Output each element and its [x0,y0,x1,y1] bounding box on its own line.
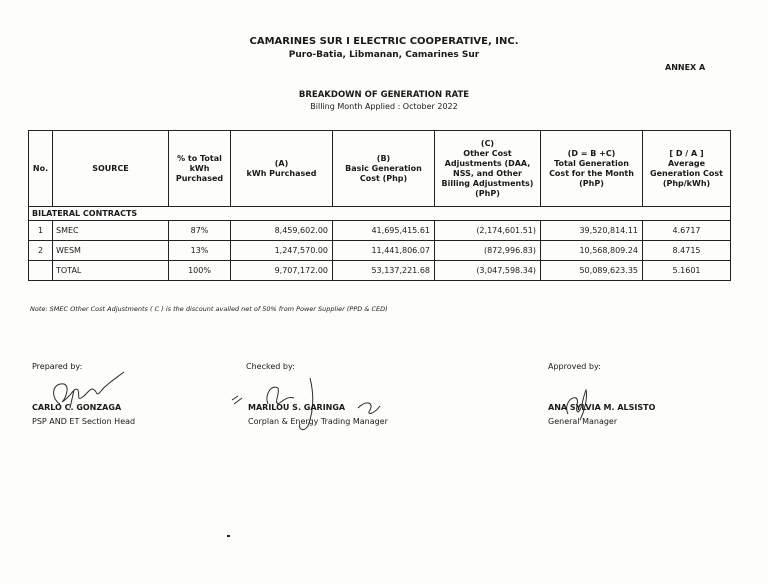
cell-total-gen-cost: 50,089,623.35 [541,261,643,281]
cell-other-cost: (872,996.83) [435,241,541,261]
cell-total-basic-cost: 53,137,221.68 [333,261,435,281]
cell-total-pct: 100% [169,261,231,281]
col-basic-cost: (B) Basic Generation Cost (Php) [333,131,435,207]
prepared-by-position: PSP AND ET Section Head [32,417,136,426]
cell-basic-cost: 41,695,415.61 [333,221,435,241]
cell-total-kwh: 9,707,172.00 [231,261,333,281]
approved-by-name: ANA SYLVIA M. ALSISTO [548,403,656,412]
prepared-by-name: CARLO C. GONZAGA [32,403,122,412]
col-kwh: (A) kWh Purchased [231,131,333,207]
table-total-row [29,261,731,281]
col-avg-cost: [ D / A ] Average Generation Cost (Php/kWh) [643,131,731,207]
checked-by-label: Checked by: [246,362,295,371]
col-pct: % to Total kWh Purchased [169,131,231,207]
cell-no-empty [29,261,53,281]
cell-no: 1 [29,221,53,241]
cell-source: SMEC [53,221,169,241]
cell-other-cost: (2,174,601.51) [435,221,541,241]
approved-by-label: Approved by: [548,362,601,371]
cell-source: WESM [53,241,169,261]
document-title: BREAKDOWN OF GENERATION RATE [298,90,470,100]
checked-by-name: MARILOU S. GARINGA [248,403,346,412]
cell-total-label: TOTAL [53,261,169,281]
stray-mark [227,535,230,537]
cell-total-avg-cost: 5.1601 [643,261,731,281]
cell-total-cost: 39,520,814.11 [541,221,643,241]
cell-kwh: 8,459,602.00 [231,221,333,241]
cell-avg-cost: 4.6717 [643,221,731,241]
cell-basic-cost: 11,441,806.07 [333,241,435,261]
table-row [29,241,731,261]
cell-no: 2 [29,241,53,261]
section-row [29,207,731,221]
checked-by-position: Corplan & Energy Trading Manager [248,417,388,426]
company-name: CAMARINES SUR I ELECTRIC COOPERATIVE, INC. [249,36,519,47]
billing-month: Billing Month Applied : October 2022 [310,102,458,111]
col-total-cost: (D = B +C) Total Generation Cost for the Month (PhP) [541,131,643,207]
prepared-by-label: Prepared by: [32,362,83,371]
col-other-cost: (C) Other Cost Adjustments (DAA, NSS, and Other Billing Adjustments) (PhP) [435,131,541,207]
generation-rate-table [28,130,731,281]
annex-label: ANNEX A [665,63,706,72]
col-source: SOURCE [53,131,169,207]
company-address: Puro-Batia, Libmanan, Camarines Sur [288,50,480,60]
cell-pct: 87% [169,221,231,241]
footnote: Note: SMEC Other Cost Adjustments ( C ) is the discount availed net of 50% from Power Supplier (PPD & CED) [30,305,388,313]
cell-kwh: 1,247,570.00 [231,241,333,261]
cell-pct: 13% [169,241,231,261]
cell-total-other-cost: (3,047,598.34) [435,261,541,281]
cell-total-cost: 10,568,809.24 [541,241,643,261]
approved-by-position: General Manager [548,417,618,426]
cell-avg-cost: 8.4715 [643,241,731,261]
section-label: BILATERAL CONTRACTS [29,207,731,221]
table-header-row [29,131,731,207]
col-no: No. [29,131,53,207]
table-row [29,221,731,241]
